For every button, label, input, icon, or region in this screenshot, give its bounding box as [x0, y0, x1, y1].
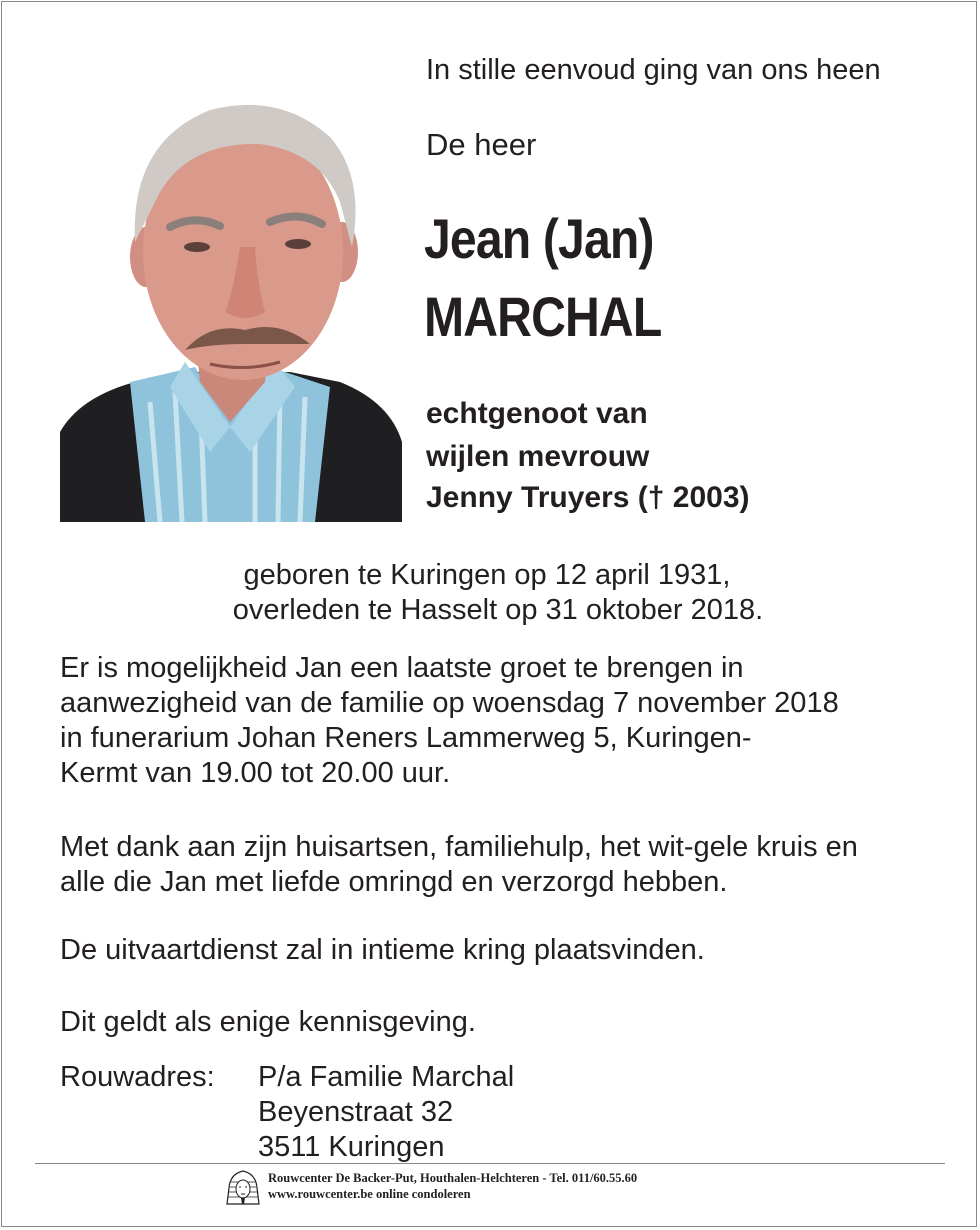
address-line-3: 3511 Kuringen — [258, 1131, 445, 1163]
deceased-last-name: MARCHAL — [424, 285, 662, 348]
spouse-line-2: wijlen mevrouw — [426, 440, 650, 473]
footer-divider — [35, 1163, 945, 1164]
farewell-line: in funerarium Johan Reners Lammerweg 5, Kuringen- — [60, 722, 752, 754]
notice-paragraph: Dit geldt als enige kennisgeving. — [60, 1006, 476, 1038]
deceased-first-name: Jean (Jan) — [424, 207, 654, 270]
pharaoh-head-icon — [226, 1170, 260, 1206]
farewell-paragraph — [60, 651, 839, 791]
farewell-line: Er is mogelijkheid Jan een laatste groet te brengen in — [60, 652, 744, 684]
address-line-1: P/a Familie Marchal — [258, 1061, 515, 1093]
thanks-paragraph — [60, 830, 858, 900]
farewell-line: aanwezigheid van de familie op woensdag 7 november 2018 — [60, 687, 839, 719]
footer-company: Rouwcenter De Backer-Put, Houthalen-Helchteren - Tel. 011/60.55.60 — [268, 1171, 638, 1185]
farewell-line: Kermt van 19.00 tot 20.00 uur. — [60, 757, 451, 789]
portrait-photo — [60, 82, 402, 522]
thanks-line: alle die Jan met liefde omringd en verzorgd hebben. — [60, 866, 728, 898]
footer-website: www.rouwcenter.be online condoleren — [268, 1187, 471, 1201]
address-line-2: Beyenstraat 32 — [258, 1096, 454, 1128]
spouse-line-1: echtgenoot van — [426, 397, 648, 430]
intro-text: In stille eenvoud ging van ons heen — [426, 54, 881, 86]
service-paragraph: De uitvaartdienst zal in intieme kring plaatsvinden. — [60, 934, 705, 966]
title-prefix: De heer — [426, 127, 537, 162]
birth-line: geboren te Kuringen op 12 april 1931, — [243, 559, 731, 591]
address-label: Rouwadres: — [60, 1061, 215, 1093]
death-line: overleden te Hasselt op 31 oktober 2018. — [232, 594, 764, 626]
thanks-line: Met dank aan zijn huisartsen, familiehulp, het wit-gele kruis en — [60, 831, 858, 863]
spouse-line-3: Jenny Truyers († 2003) — [426, 481, 750, 514]
